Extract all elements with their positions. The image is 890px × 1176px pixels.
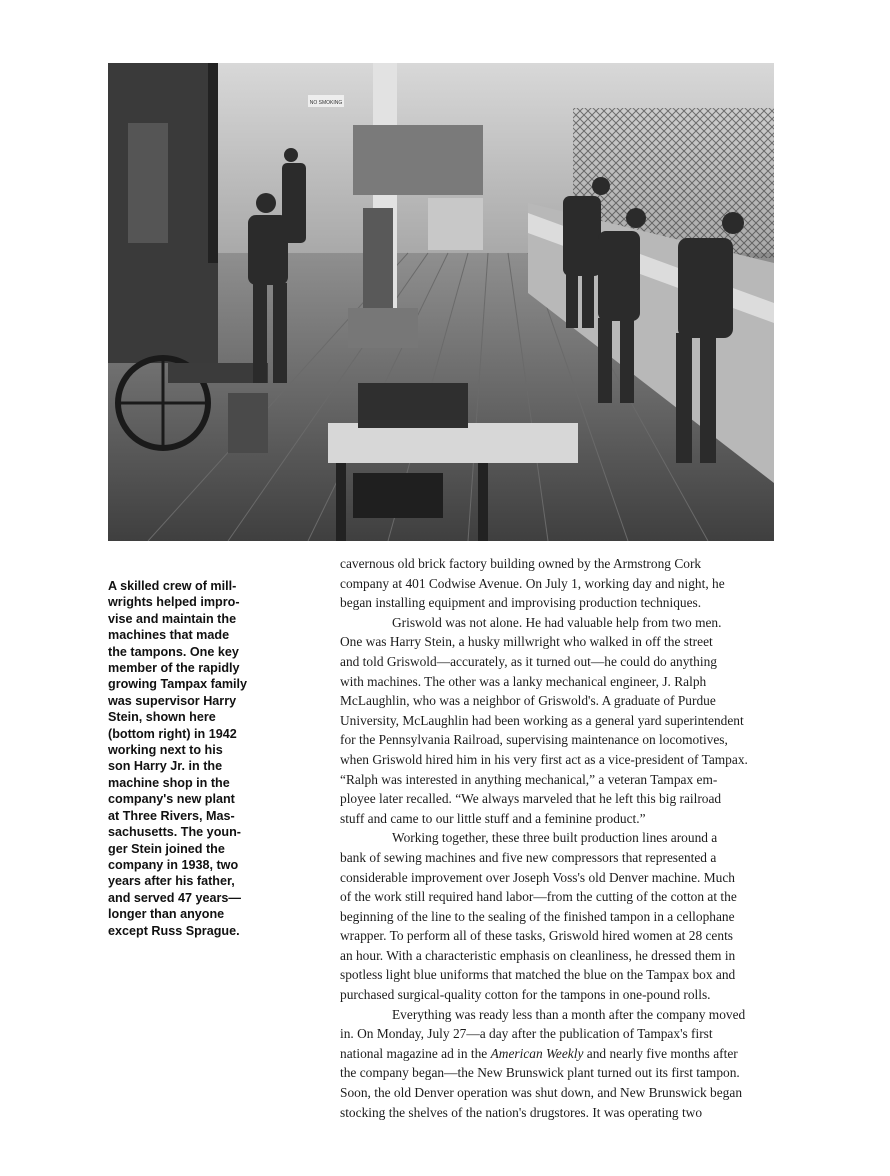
body-line: wrapper. To perform all of these tasks, Griswold hired women at 28 cents: [340, 928, 733, 944]
body-line-text: national magazine ad in the: [340, 1045, 491, 1061]
body-line: “Ralph was interested in anything mechanical,” a veteran Tampax em-: [340, 771, 718, 787]
caption-line: longer than anyone: [108, 907, 225, 922]
caption-line: growing Tampax family: [108, 677, 248, 692]
caption-line: machines that made: [108, 628, 230, 643]
body-line: considerable improvement over Joseph Voss's old Denver machine. Much: [340, 869, 735, 885]
caption-line: except Russ Sprague.: [108, 923, 240, 938]
caption-line: ger Stein joined the: [108, 841, 225, 856]
caption-line: (bottom right) in 1942: [108, 726, 237, 741]
body-line: of the work still required hand labor—from the cutting of the cotton at the: [340, 889, 737, 905]
body-line: ployee later recalled. “We always marveled that he left this big railroad: [340, 791, 722, 807]
body-line: for the Pennsylvania Railroad, supervising maintenance on locomotives,: [340, 732, 728, 748]
caption-line: company's new plant: [108, 792, 235, 807]
caption-line: member of the rapidly: [108, 661, 240, 676]
body-line: Everything was ready less than a month after the company moved: [392, 1006, 746, 1022]
caption-line: son Harry Jr. in the: [108, 759, 223, 774]
body-line: when Griswold hired him in his very first act as a vice-president of Tampax.: [340, 751, 748, 767]
caption-line: the tampons. One key: [108, 644, 239, 659]
body-line: company at 401 Codwise Avenue. On July 1, working day and night, he: [340, 575, 725, 591]
body-line: with machines. The other was a lanky mechanical engineer, J. Ralph: [340, 673, 707, 689]
caption-line: working next to his: [108, 743, 223, 758]
body-line: an hour. With a characteristic emphasis on cleanliness, he dressed them in: [340, 947, 736, 963]
body-line: bank of sewing machines and five new compressors that represented a: [340, 849, 717, 865]
publication-title: American Weekly: [490, 1045, 584, 1061]
body-line: [340, 1044, 770, 1064]
body-line: cavernous old brick factory building owned by the Armstrong Cork: [340, 556, 702, 571]
body-line: Griswold was not alone. He had valuable help from two men.: [392, 614, 722, 630]
body-line: One was Harry Stein, a husky millwright who walked in off the street: [340, 634, 713, 650]
caption-line: Stein, shown here: [108, 710, 216, 725]
article-body: [340, 554, 770, 1122]
caption-line: was supervisor Harry: [108, 693, 237, 708]
caption-line: at Three Rivers, Mas-: [108, 808, 235, 823]
body-line: stuff and came to our little stuff and a feminine product.”: [340, 810, 646, 826]
body-line-text: and nearly five months after: [583, 1045, 738, 1061]
caption-line: years after his father,: [108, 874, 235, 889]
caption-line: sachusetts. The youn-: [108, 825, 241, 840]
caption-line: vise and maintain the: [108, 611, 237, 626]
body-line: and told Griswold—accurately, as it turned out—he could do anything: [340, 653, 717, 669]
no-smoking-sign: NO SMOKING: [309, 100, 343, 106]
body-line: spotless light blue uniforms that matched the blue on the Tampax box and: [340, 967, 736, 983]
body-line: stocking the shelves of the nation's drugstores. It was operating two: [340, 1104, 703, 1120]
body-line: Soon, the old Denver operation was shut down, and New Brunswick began: [340, 1085, 743, 1101]
photo-caption: [108, 578, 264, 939]
caption-line: company in 1938, two: [108, 857, 239, 872]
body-line: purchased surgical-quality cotton for the tampons in one-pound rolls.: [340, 987, 711, 1003]
body-line: McLaughlin, who was a neighbor of Griswold's. A graduate of Purdue: [340, 693, 716, 709]
body-line: in. On Monday, July 27—a day after the publication of Tampax's first: [340, 1026, 713, 1042]
caption-line: machine shop in the: [108, 775, 230, 790]
caption-line: A skilled crew of mill-: [108, 579, 237, 593]
body-line: began installing equipment and improvising production techniques.: [340, 595, 702, 611]
caption-line: wrights helped impro-: [108, 595, 240, 610]
machine-shop-photo-image: [108, 63, 774, 541]
body-line: beginning of the line to the sealing of the finished tampon in a cellophane: [340, 908, 735, 924]
body-line: the company began—the New Brunswick plant turned out its first tampon.: [340, 1065, 740, 1081]
body-line: Working together, these three built production lines around a: [392, 830, 718, 846]
caption-line: and served 47 years—: [108, 890, 242, 905]
body-line: University, McLaughlin had been working as a general yard superintendent: [340, 712, 744, 728]
machine-shop-photo: [108, 63, 774, 541]
